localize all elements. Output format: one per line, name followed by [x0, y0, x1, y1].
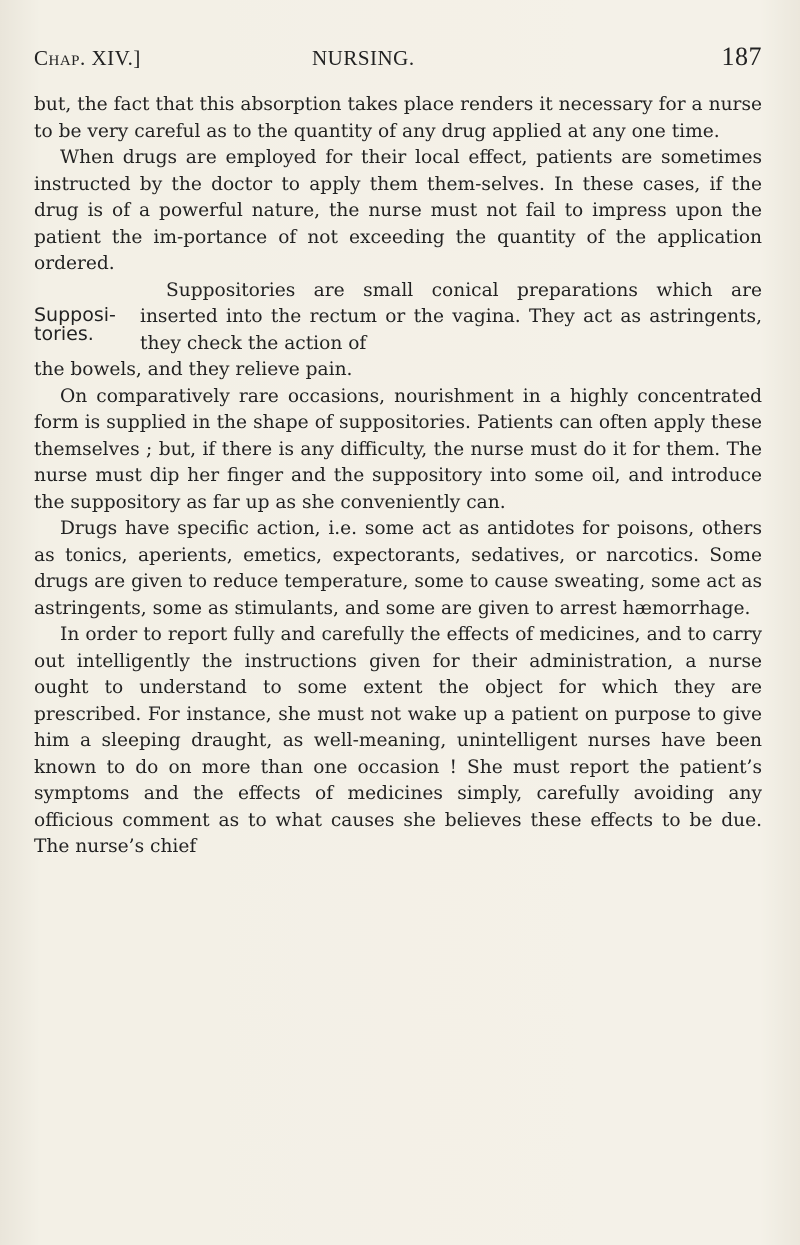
paragraph-5: Drugs have specific action, i.e. some act as antidotes for poisons, others as tonics, aperients, emetics, expectorants, sedatives, or narcotics. Some drugs are given to reduce temperature, some to cause sweating, some act as astringents, some as stimulants, and some are given to arrest hæmorrhage. [34, 518, 762, 619]
body-text [34, 92, 762, 861]
sidenote-label: Supposi-tories. [34, 303, 116, 345]
paragraph-4: On comparatively rare occasions, nourishment in a highly concentrated form is supplied in the shape of suppositories. Patients can often apply these themselves ; but, if there is any difficulty, the nurse must do it for them. The nurse must dip her finger and the suppository into some oil, and introduce the suppository as far up as she conveniently can. [34, 385, 762, 513]
page-title: NURSING. [312, 46, 415, 70]
paragraph-1: but, the fact that this absorption takes place renders it necessary for a nurse to be very careful as to the quantity of any drug applied at any one time. [34, 94, 762, 142]
page-number: 187 [721, 42, 762, 71]
paragraph-6: In order to report fully and carefully the effects of medicines, and to carry out intelligently the instructions given for their administration, a nurse ought to understand to some extent the object for which they are prescribed. For instance, she must not wake up a patient on purpose to give him a sleeping draught, as well-meaning, unintelligent nurses have been known to do on more than one occasion ! She must report the patient’s symptoms and the effects of medicines simply, carefully avoiding any officious comment as to what causes she believes these effects to be due. The nurse’s chief [34, 624, 762, 857]
chapter-heading: Chap. XIV.] [34, 46, 141, 70]
running-header [34, 42, 762, 76]
suppositories-section [34, 278, 762, 358]
paragraph-3-continued: the bowels, and they relieve pain. [34, 359, 353, 380]
paragraph-3-side: Suppositories are small conical preparations which are inserted into the rectum or the vagina. They act as astringents, they check the action of [140, 279, 762, 354]
paragraph-2: When drugs are employed for their local effect, patients are sometimes instructed by the doctor to apply them them-selves. In these cases, if the drug is of a powerful nature, the nurse must not fail to impress upon the patient the im-portance of not exceeding the quantity of the application ordered. [34, 147, 762, 274]
